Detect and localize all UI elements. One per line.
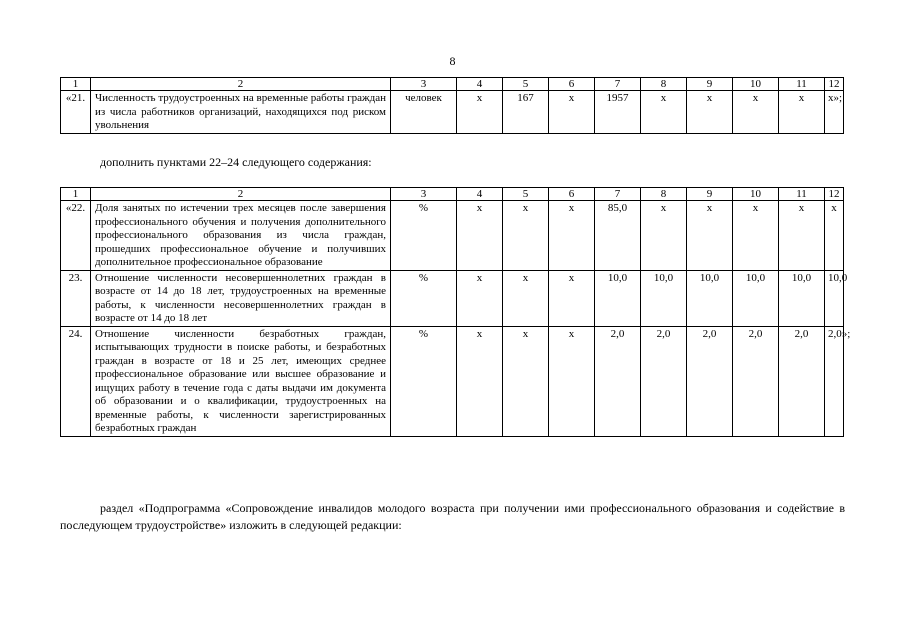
- column-header: 12: [825, 188, 844, 201]
- value-cell: x: [549, 326, 595, 436]
- value-cell: 2,0»;: [825, 326, 844, 436]
- closing-paragraph: раздел «Подпрограмма «Сопровождение инвалидов молодого возраста при получении ими профессионального образования и содействие в последующем трудоустройстве» изложить в следующей редакции:: [60, 501, 845, 532]
- value-cell: 10,0: [595, 270, 641, 326]
- row-number: «21.: [61, 91, 91, 134]
- value-cell: x: [687, 91, 733, 134]
- table-row: [61, 91, 844, 134]
- column-header: 11: [779, 78, 825, 91]
- table-row: [61, 270, 844, 326]
- value-cell: x: [733, 201, 779, 271]
- value-cell: 10,0: [779, 270, 825, 326]
- column-header: 2: [91, 188, 391, 201]
- table-header-row: [61, 188, 844, 201]
- value-cell: x: [457, 326, 503, 436]
- value-cell: 85,0: [595, 201, 641, 271]
- value-cell: x: [825, 201, 844, 271]
- table-indicators-22-24: [60, 187, 851, 437]
- indicator-name: Доля занятых по истечении трех месяцев после завершения профессионального обучения и получения дополнительного профессионального образования из числа граждан, прошедших профессиональное обучение и получивших дополнительное профессиональное образование: [91, 201, 391, 271]
- value-cell: x»;: [825, 91, 844, 134]
- column-header: 8: [641, 78, 687, 91]
- value-cell: 10,0: [825, 270, 844, 326]
- row-number: 23.: [61, 270, 91, 326]
- value-cell: x: [457, 91, 503, 134]
- column-header: 1: [61, 78, 91, 91]
- row-number: 24.: [61, 326, 91, 436]
- value-cell: 2,0: [641, 326, 687, 436]
- column-header: 8: [641, 188, 687, 201]
- indicator-name: Численность трудоустроенных на временные работы граждан из числа работников организаций, находящихся под риском увольнения: [91, 91, 391, 134]
- value-cell: x: [457, 270, 503, 326]
- value-cell: 10,0: [641, 270, 687, 326]
- value-cell: x: [687, 201, 733, 271]
- row-number: «22.: [61, 201, 91, 271]
- value-cell: x: [779, 91, 825, 134]
- value-cell: x: [503, 270, 549, 326]
- column-header: 4: [457, 78, 503, 91]
- column-header: 2: [91, 78, 391, 91]
- value-cell: x: [733, 91, 779, 134]
- table-row: [61, 201, 844, 271]
- unit-cell: %: [391, 326, 457, 436]
- column-header: 5: [503, 188, 549, 201]
- value-cell: x: [779, 201, 825, 271]
- unit-cell: %: [391, 201, 457, 271]
- column-header: 1: [61, 188, 91, 201]
- indicator-name: Отношение численности несовершеннолетних граждан в возрасте от 14 до 18 лет, трудоустроенных на временные работы, к численности несовершеннолетних граждан в возрасте от 14 до 18 лет: [91, 270, 391, 326]
- column-header: 6: [549, 78, 595, 91]
- unit-cell: человек: [391, 91, 457, 134]
- indicator-name: Отношение численности безработных граждан, испытывающих трудности в поиске работы, и безработных граждан в возрасте от 18 и 25 лет, имеющих среднее профессиональное образование или высшее образование и ищущих работу в течение года с даты выдачи им документа об образовании и о квалификации, трудоустроенных на временные работы, к численности зарегистрированных безработных граждан: [91, 326, 391, 436]
- value-cell: 10,0: [687, 270, 733, 326]
- value-cell: x: [549, 270, 595, 326]
- value-cell: x: [457, 201, 503, 271]
- unit-cell: %: [391, 270, 457, 326]
- column-header: 11: [779, 188, 825, 201]
- intro-paragraph: дополнить пунктами 22–24 следующего содержания:: [100, 155, 372, 169]
- value-cell: x: [549, 201, 595, 271]
- value-cell: x: [503, 201, 549, 271]
- column-header: 4: [457, 188, 503, 201]
- column-header: 7: [595, 188, 641, 201]
- column-header: 3: [391, 188, 457, 201]
- table-header-row: [61, 78, 844, 91]
- table-indicators-21: [60, 77, 844, 134]
- column-header: 6: [549, 188, 595, 201]
- column-header: 9: [687, 78, 733, 91]
- value-cell: 2,0: [733, 326, 779, 436]
- value-cell: 1957: [595, 91, 641, 134]
- value-cell: 10,0: [733, 270, 779, 326]
- column-header: 10: [733, 188, 779, 201]
- value-cell: 167: [503, 91, 549, 134]
- value-cell: x: [641, 91, 687, 134]
- table-row: [61, 326, 844, 436]
- value-cell: x: [549, 91, 595, 134]
- column-header: 9: [687, 188, 733, 201]
- column-header: 10: [733, 78, 779, 91]
- value-cell: 2,0: [687, 326, 733, 436]
- value-cell: x: [503, 326, 549, 436]
- column-header: 12: [825, 78, 844, 91]
- column-header: 3: [391, 78, 457, 91]
- page-number: 8: [449, 54, 456, 68]
- value-cell: 2,0: [595, 326, 641, 436]
- column-header: 7: [595, 78, 641, 91]
- column-header: 5: [503, 78, 549, 91]
- value-cell: x: [641, 201, 687, 271]
- value-cell: 2,0: [779, 326, 825, 436]
